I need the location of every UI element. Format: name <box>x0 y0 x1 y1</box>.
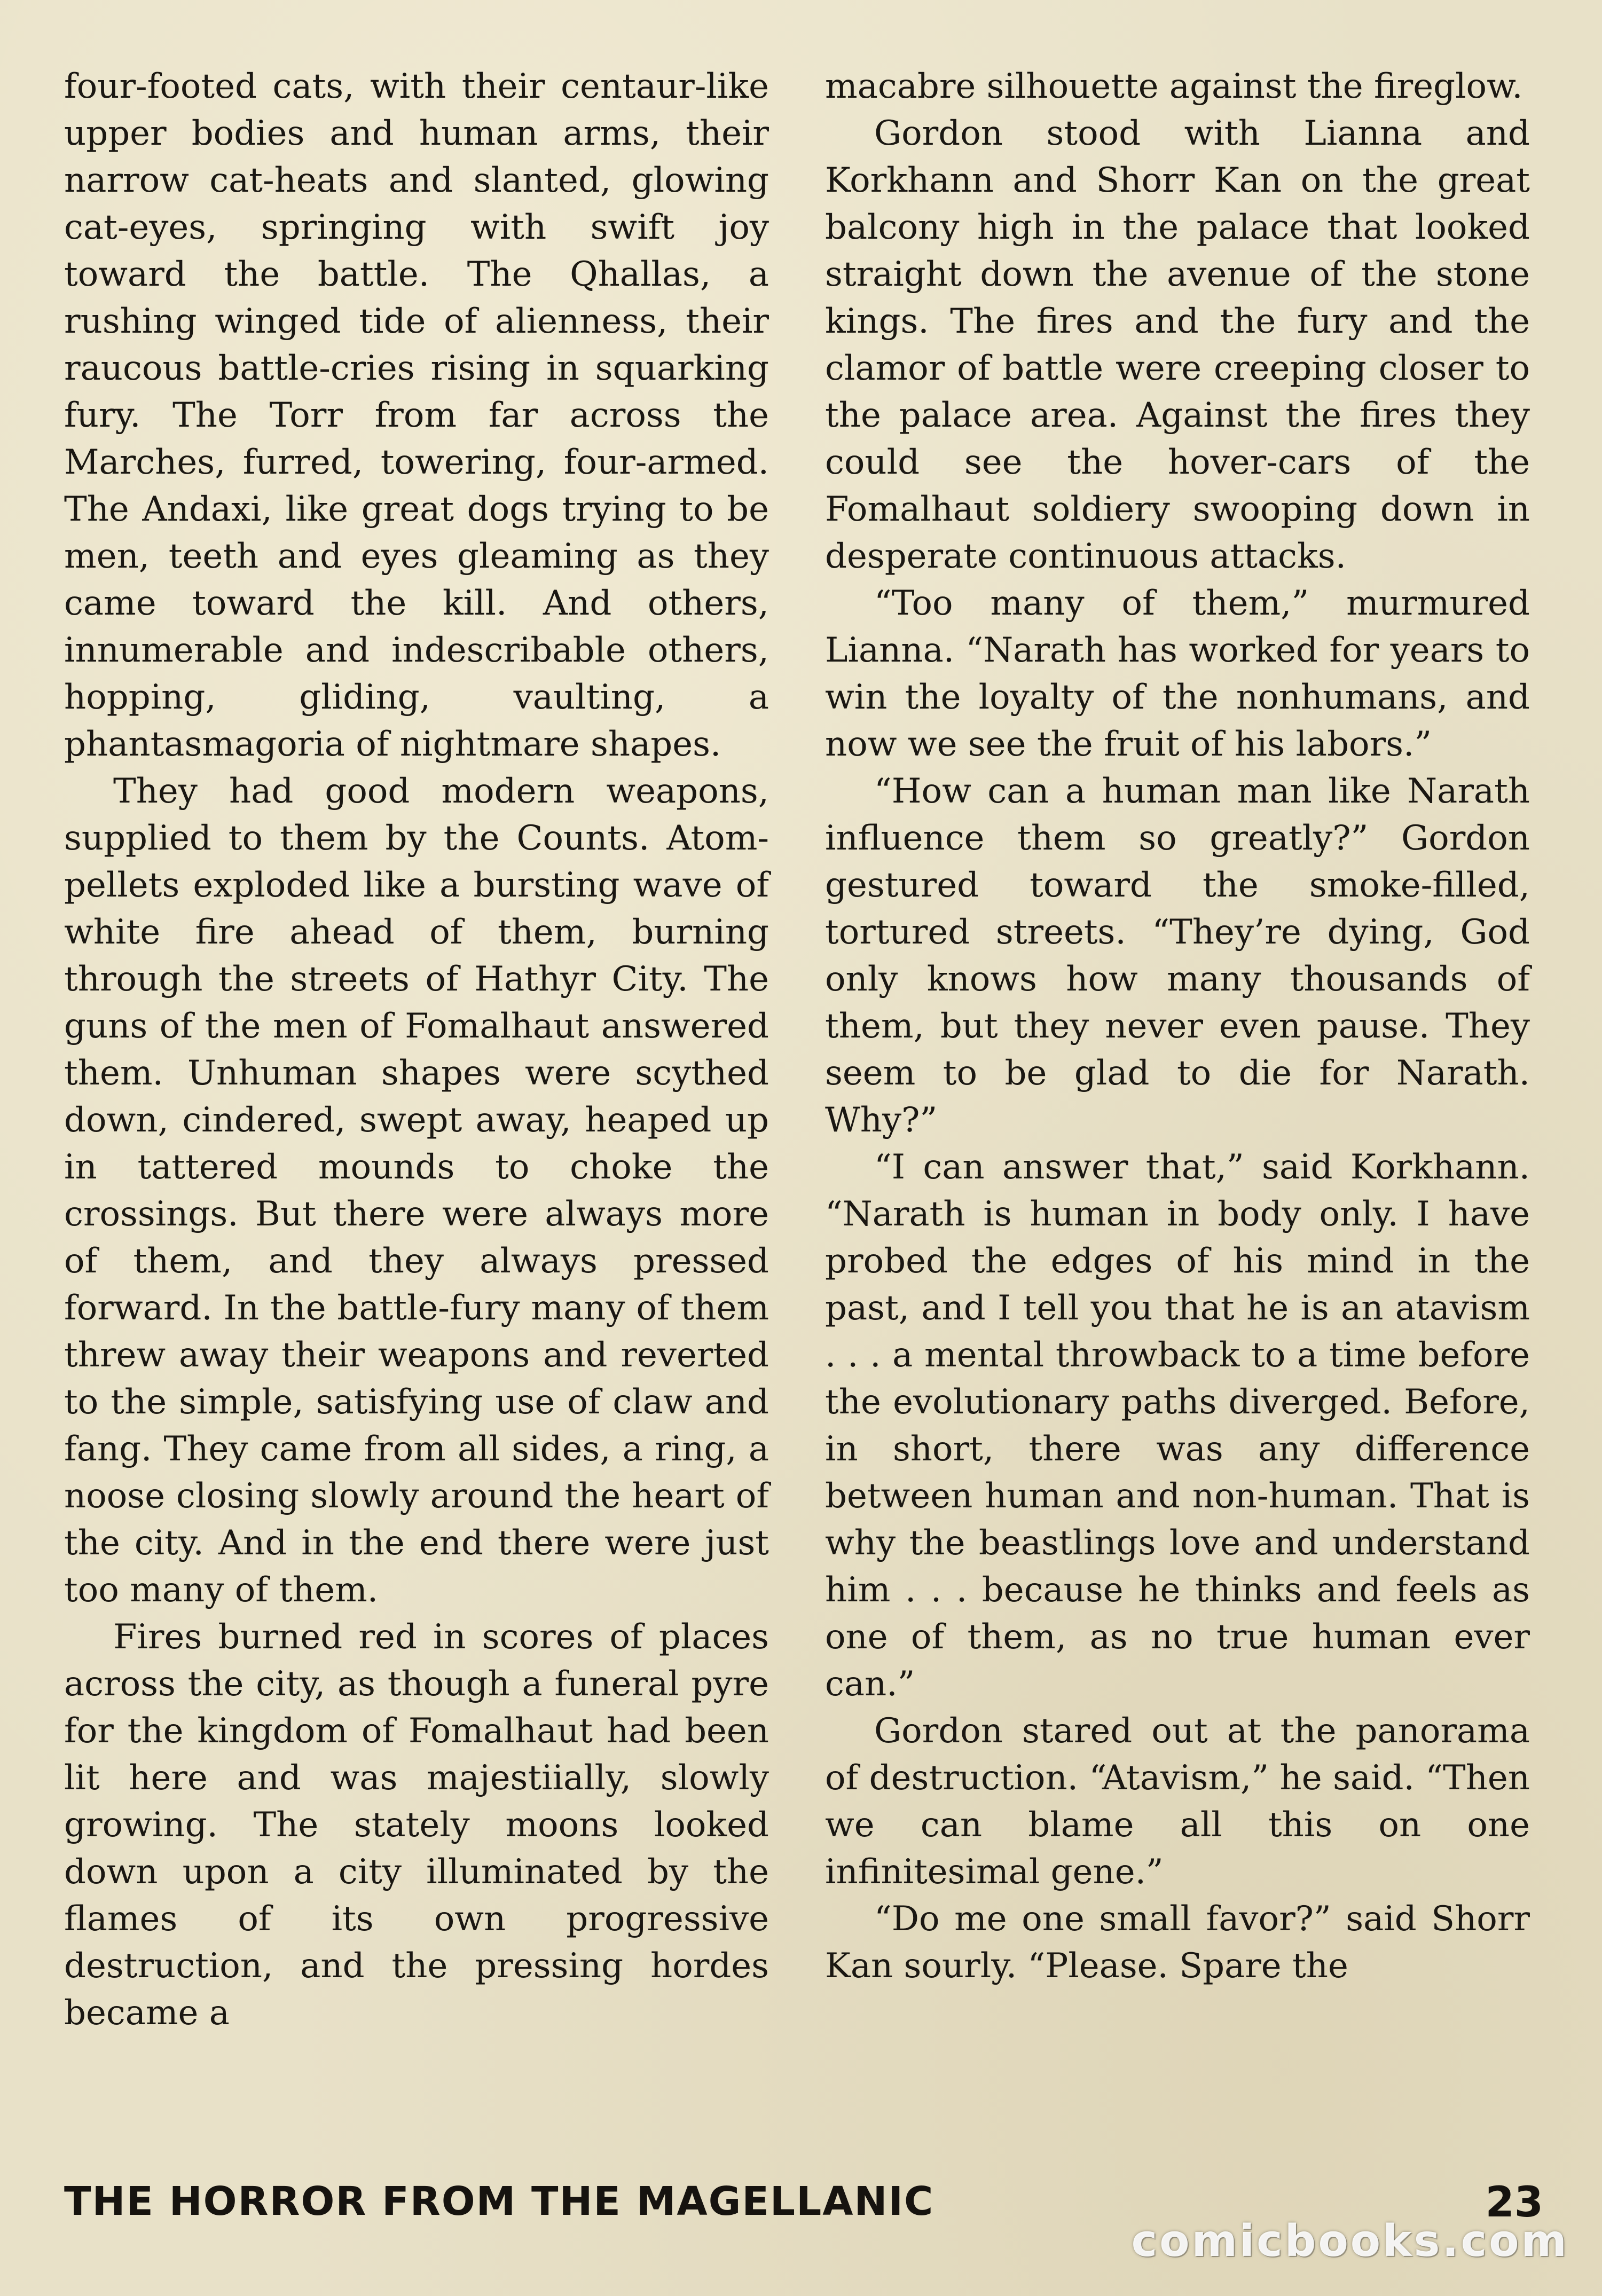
paragraph: Gordon stood with Lianna and Korkhann and Shorr Kan on the great balcony high in the palace that looked straight down the avenue of the stone kings. The fires and the fury and the clamor of battle were creeping closer to the palace area. Against the fires they could see the hover-cars of the Fomalhaut soldiery swooping down in desperate continuous attacks. <box>825 114 1530 576</box>
paragraph: “Do me one small favor?” said Shorr Kan sourly. “Please. Spare the <box>825 1899 1530 1986</box>
paragraph: macabre silhouette against the fireglow. <box>825 67 1523 106</box>
paragraph: “How can a human man like Narath influence them so greatly?” Gordon gestured toward the smoke-filled, tortured streets. “They’re dying, God only knows how many thousands of them, but they never even pause. They seem to be glad to die for Narath. Why?” <box>825 772 1530 1140</box>
paragraph: Fires burned red in scores of places across the city, as though a funeral pyre for the kingdom of Fomalhaut had been lit here and was majestiially, slowly growing. The stately moons looked down upon a city illuminated by the flames of its own progressive destruction, and the pressing hordes became a <box>64 1617 769 2033</box>
paragraph: They had good modern weapons, supplied to them by the Counts. Atom-pellets exploded like a bursting wave of white fire ahead of them, burning through the streets of Hathyr City. The guns of the men of Fomalhaut answered them. Unhuman shapes were scythed down, cindered, swept away, heaped up in tattered mounds to choke the crossings. But there were always more of them, and they always pressed forward. In the battle-fury many of them threw away their weapons and reverted to the simple, satisfying use of claw and fang. They came from all sides, a ring, a noose closing slowly around the heart of the city. And in the end there were just too many of them. <box>64 772 769 1610</box>
paragraph: “Too many of them,” murmured Lianna. “Narath has worked for years to win the loyalty of the nonhumans, and now we see the fruit of his labors.” <box>825 584 1530 764</box>
page-number: 23 <box>1485 2179 1543 2227</box>
paragraph: four-footed cats, with their centaur-like upper bodies and human arms, their narrow cat-heats and slanted, glowing cat-eyes, springing with swift joy toward the battle. The Qhallas, a rushing winged tide of alienness, their raucous battle-cries rising in squarking fury. The Torr from far across the Marches, furred, towering, four-armed. The Andaxi, like great dogs trying to be men, teeth and eyes gleaming as they came toward the kill. And others, innumerable and indescribable others, hopping, gliding, vaulting, a phantasmagoria of nightmare shapes. <box>64 67 769 764</box>
paragraph: Gordon stared out at the panorama of destruction. “Atavism,” he said. “Then we can blame all this on one infinitesimal gene.” <box>825 1711 1530 1892</box>
running-title: THE HORROR FROM THE MAGELLANIC <box>64 2179 934 2224</box>
right-text-column <box>825 63 1530 1990</box>
watermark: comicbooks.com <box>1131 2216 1569 2267</box>
left-text-column <box>64 63 769 2036</box>
paragraph: “I can answer that,” said Korkhann. “Narath is human in body only. I have probed the edges of his mind in the past, and I tell you that he is an atavism . . . a mental throwback to a time before the evolutionary paths diverged. Before, in short, there was any difference between human and non-human. That is why the beastlings love and understand him . . . because he thinks and feels as one of them, as no true human ever can.” <box>825 1147 1530 1704</box>
